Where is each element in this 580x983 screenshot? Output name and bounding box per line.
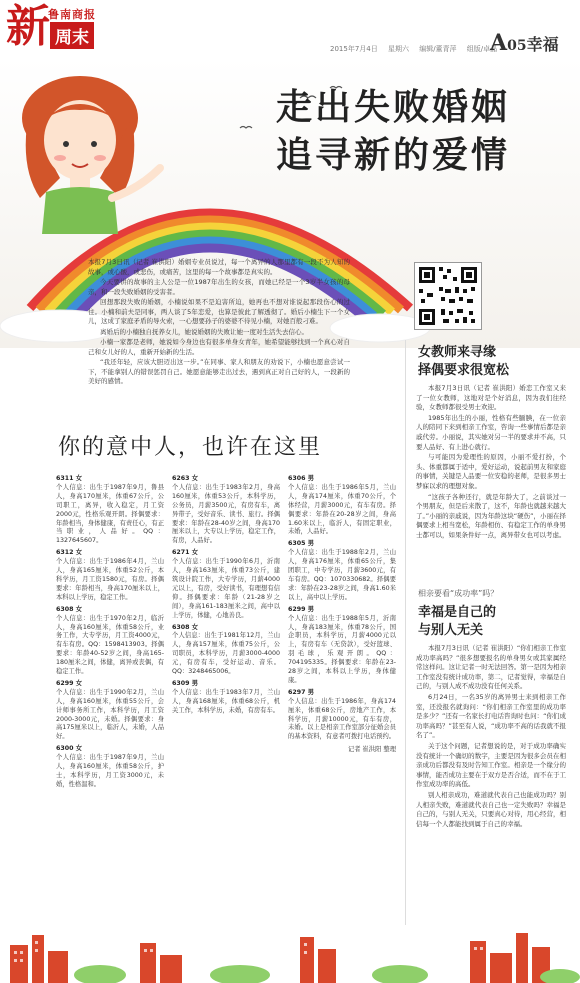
listing-item — [56, 680, 164, 742]
listing-text: 个人信息：出生于1986年4月，兰山人，身高165厘米，体重52公斤，本科学历，月工资1580元，有房。择偶要求：年龄相当，身高170厘米以上，本科以上学历，稳定工作。 — [56, 558, 164, 601]
listing-id: 6297 男 — [288, 688, 315, 696]
listing-item — [288, 606, 396, 686]
sidebar-1-headline — [418, 344, 509, 380]
listing-item — [172, 624, 280, 677]
listing-id: 6300 女 — [56, 745, 83, 753]
story-paragraph: “我还年轻，应该大胆迈出这一步。”在同事、家人和朋友的劝说下，小楠也愿意尝试一下，不能拿别人的错误惩罚自己。她愿意能够走出过去，遇到真正对自己好的人，一段新的美好的感情。 — [88, 358, 350, 385]
brand-name: 鲁南商报 — [48, 8, 96, 21]
listing-item — [56, 475, 164, 546]
listing-item — [288, 689, 396, 742]
story-paragraph: 今天要讲的故事的主人公是一位1987年出生的女孩，而她已经是一个3岁半女孩的母亲，和一段失败婚姻的受害者。 — [88, 278, 350, 296]
editor-credit: 编辑/董青萍 — [419, 45, 457, 53]
listing-id: 6308 女 — [56, 605, 83, 613]
listing-text: 个人信息：出生于1987年9月，兰山人，身高160厘米，体重58公斤，护士，本科学历，月工资3000元，未婚，性格温和。 — [56, 754, 164, 788]
listings-column-1 — [56, 472, 164, 790]
listing-text: 个人信息：出生于1990年2月，兰山人，身高160厘米，体重55公斤，会计师事务所工作，本科学历，月工资2000-3000元，未婚。择偶要求：身高175厘米以上，临沂人，未婚，人品好。 — [56, 688, 164, 741]
listing-id: 6311 女 — [56, 475, 83, 482]
sidebar-1-headline-line-2: 择偶要求很宽松 — [418, 363, 510, 378]
listing-text: 个人信息：出生于1988年2月，兰山人，身高176厘米，体重65公斤，集团职工，中专学历，月薪3600元，有车有房。QQ：1070330682。择偶要求：年龄在23-28岁之间，身高1.60米以上，高中以上学历。 — [288, 549, 396, 601]
reporter-credit: 记者 崔洪阳 整理 — [347, 746, 396, 754]
sidebar-1-article — [416, 384, 566, 542]
listing-text: 个人信息：出生于1990年6月，沂南人，身高163厘米，体重73公斤，建筑设计院工作，大专学历，月薪4000元以上，有房，受好读书，有理想有信仰。择偶要求：年龄（21-28岁之间），身高161-183厘米之间，高中以上学历，体健，心地善良。 — [172, 558, 280, 619]
sidebar-2-headline-line-1: 幸福是自己的 — [418, 605, 497, 620]
listing-id: 6299 男 — [288, 605, 315, 613]
section-name: 周末 — [50, 22, 94, 49]
listings-column-2 — [172, 472, 280, 716]
sidebar-1-dateline: 本报7月3日讯（记者 崔洪阳）婚恋工作室又来了一位女教师，这地对是个好消息，因为我们往经验，女教师都很受男士欢迎。 — [416, 384, 566, 412]
page-number: 05 — [507, 38, 527, 54]
sidebar-2-kicker: 相亲要看“成功率”吗？ — [418, 589, 499, 598]
listing-item — [288, 475, 396, 537]
designer-credit: 组版/卓晶 — [466, 45, 498, 53]
sidebar-1-paragraph: 与可能因为爱理性的原因，小丽不爱打扮，个头、体重都属于适中，爱好运动，说起前男友和家庭的事情，关键是人品要一位安稳的老师，是很多男士梦寐以求的理想对象。 — [416, 453, 566, 490]
listing-item — [172, 549, 280, 620]
sidebar-2-paragraph: 别人相亲成功，难道就代表自己也能成功吗？别人相亲失败，难道就代表自己也一定失败吗？幸福是自己的，与别人无关，只要真心对待，用心经营，相信每一个人都能找到属于自己的幸福。 — [416, 790, 566, 828]
story-dateline: 本报7月3日讯（记者 崔洪阳）婚姻专业员说过，每一个离异的人那里都有一段不为人知的故事，或心酸，或悲伤，或痛苦，这里的每一个故事都是真实的。 — [88, 258, 350, 276]
main-story — [88, 258, 350, 388]
story-paragraph: 小楠一家都是老师，她说如今身边也有很多单身女青年，她希望能够找到一个真心对自己和女儿好的人，重新开始新的生活。 — [88, 338, 350, 356]
listing-text: 个人信息：出生于1970年2月，临沂人，身高160厘米，体重58公斤，业务工作，大专学历，月工资4000元，有车有房。QQ：1598413903。择偶要求：年龄40-52岁之间，身高165-180厘米之间，体健，离异或丧偶，有稳定工作。 — [56, 614, 164, 676]
listing-id: 6263 女 — [172, 475, 199, 482]
sidebar-1-headline-line-1: 女教师来寻缘 — [418, 345, 497, 360]
listing-text: 个人信息：出生于1983年2月，身高160厘米，体重53公斤，本科学历，公务员，月薪3500元，有房有车，离异带子，受好音乐、读书、旅行。择偶要求：年龄在28-40岁之间，身高170厘米以上，大专以上学历，稳定工作，有房，人品好。 — [172, 483, 280, 545]
story-paragraph: 离婚后的小楠独自抚养女儿，她说婚姻的失败让她一度对生活失去信心。 — [100, 327, 308, 336]
sidebar-1-paragraph: “这孩子各种还行，就是年龄大了，之前谈过一个男朋友，但是后来散了，这不，年龄也就越来越大了。”小丽的亲戚说，因为年龄这块“硬伤”，小丽在择偶要求上相当宽松，年龄相仿、有稳定工作的单身男士都可以，如果条件好一点，离异带女也可以考虑。 — [416, 492, 566, 539]
page-code — [490, 30, 559, 56]
page-letter: A — [490, 30, 508, 56]
masthead — [0, 0, 580, 59]
sidebar-2-article — [416, 644, 566, 830]
listings-area — [56, 472, 398, 932]
sidebar-2-paragraph: 6月24日，一名35岁的离异男士来到相亲工作室，还没报名就询问：“你们相亲工作室里的成功率是多少？”还有一名家长打电话咨询时也问：“你们成功率高吗？”甚至有人说，“成功率不高的话我就不报名了”。 — [416, 692, 566, 740]
cityscape-illustration — [0, 925, 580, 983]
listing-item — [172, 475, 280, 546]
section-title: 你的意中人，也许在这里 — [58, 435, 323, 460]
listing-id: 6271 女 — [172, 549, 199, 557]
listings-column-3 — [288, 472, 396, 755]
listing-text: 个人信息：出生于1983年7月，兰山人，身高168厘米，体重68公斤，机关工作，本科学历，未婚，有房有车。 — [172, 688, 280, 714]
logo-character: 新 — [6, 1, 50, 52]
qr-code-icon[interactable] — [414, 262, 482, 330]
listing-id: 6308 女 — [172, 623, 199, 631]
headline-line-2: 追寻新的爱情 — [276, 135, 511, 176]
listing-item — [56, 549, 164, 602]
masthead-logo — [6, 2, 116, 56]
listing-text: 个人信息：出生于1986年5月，兰山人，身高174厘米，体重70公斤，个体经营，月薪3000元，有车有房。择偶要求：年龄在20-28岁之间，身高1.60米以上，临沂人，有固定职业，未婚，人品好。 — [288, 483, 396, 536]
sidebar-2-paragraph: 关于这个问题，记者想说的是，对于成功率确实没有统计一个确切的数字，主要是因为很多会员在相亲成功后都没有及时告知工作室。相亲是一个缘分的事情，能否成功主要在于双方是否合适，而不在于工作室成功率的高低。 — [416, 741, 566, 789]
page-meta — [330, 44, 505, 54]
issue-weekday: 星期六 — [387, 45, 409, 53]
listing-text: 个人信息：出生于1987年9月，鲁县人，身高170厘米，体重67公斤，公司职工，离异，收入稳定，月工资2000元，性格乐观开朗。择偶要求：年龄相当，身体健康，有责任心，有正当职业，人品好。QQ：1327645607。 — [56, 483, 164, 545]
listing-item — [56, 606, 164, 677]
issue-date: 2015年7月4日 — [330, 45, 378, 53]
sidebar-2-headline-line-2: 与别人无关 — [418, 623, 484, 638]
listing-item — [288, 540, 396, 602]
main-headline — [276, 84, 510, 180]
listing-id: 6299 女 — [56, 679, 83, 687]
sidebar-1-paragraph: 1985年出生的小丽，性格有些腼腆，在一位亲人的陪同下来到相亲工作室，咨询一些事情后都是亲戚代劳。小丽说，其实她对另一半的要求并不高，只要人品好、有上进心就行。 — [416, 413, 566, 451]
listing-text: 个人信息：出生于1986年，身高174厘米，体重68公斤，房地产工作，本科学历，月薪10000元，有车有房，未婚。以上是相亲工作室部分征婚会员的基本资料，有意者可拨打电话预约。 — [288, 697, 396, 741]
listing-item — [172, 680, 280, 716]
listing-text: 个人信息：出生于1981年12月，兰山人，身高157厘米，体重75公斤，公司职员，本科学历，月薪3000-4000元，有房有车，受好运动、音乐。QQ：3248465006。 — [172, 632, 280, 676]
story-paragraph: 回想那段失败的婚姻，小楠说如果不是迫害所迫，她再也不想对谁说起那段伤心的过往。小楠和前夫是同事，两人谈了5年恋爱，也算是彼此了解透彻了。婚后小楠生下一个女儿，这成了家庭矛盾的导火索，一心想要孙子的婆婆不待见小楠，对她百般刁难。 — [88, 298, 350, 325]
listing-id: 6309 男 — [172, 679, 199, 687]
listing-item — [56, 745, 164, 790]
sidebar-2-headline — [418, 604, 496, 640]
listing-text: 个人信息：出生于1988年5月，沂南人，身高183厘米，体重78公斤，国企职员，本科学历，月薪4000元以上，有房有车（无贷款），受好篮球、羽毛球，乐观开朗。QQ：704195335。择偶要求：年龄在23-28岁之间，本科以上学历，身体健康。 — [288, 614, 396, 684]
listing-id: 6312 女 — [56, 549, 83, 557]
listing-id: 6306 男 — [288, 475, 315, 482]
sidebar-2-dateline: 本报7月3日讯（记者 崔洪阳）“你们相亲工作室成功率高吗？”很多想要报名的单身男女或其家属经常这样问。这让记者一时无法回答。第一是因为相亲工作室没有统计成功率，第二，记者觉得，幸福是自己的，与别人成不成功没有任何关系。 — [416, 644, 566, 691]
page-topic: 幸福 — [526, 35, 559, 54]
headline-line-1: 走出失败婚姻 — [276, 87, 511, 128]
listing-id: 6305 男 — [288, 540, 315, 548]
column-divider — [405, 340, 406, 940]
